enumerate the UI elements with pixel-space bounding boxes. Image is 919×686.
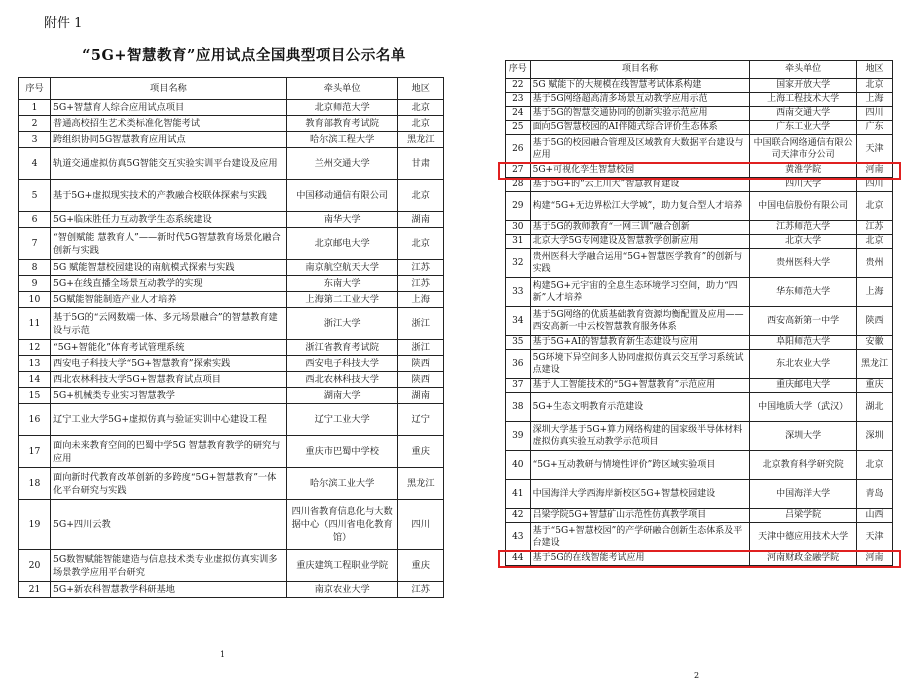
cell-no: 28 bbox=[506, 178, 531, 192]
cell-lead-unit: 北京教育科学研究院 bbox=[750, 451, 857, 480]
cell-no: 39 bbox=[506, 422, 531, 451]
cell-lead-unit: 浙江大学 bbox=[286, 308, 398, 340]
cell-region: 湖南 bbox=[398, 212, 444, 228]
cell-lead-unit: 南京航空航天大学 bbox=[286, 260, 398, 276]
cell-lead-unit: 上海第二工业大学 bbox=[286, 292, 398, 308]
cell-project-name: 面向5G智慧校园的AI伴随式综合评价生态体系 bbox=[530, 121, 750, 135]
cell-lead-unit: 南华大学 bbox=[286, 212, 398, 228]
cell-project-name: 5G赋能智能制造产业人才培养 bbox=[51, 292, 287, 308]
cell-lead-unit: 四川大学 bbox=[750, 178, 857, 192]
table-row bbox=[19, 276, 444, 292]
cell-region: 贵州 bbox=[857, 249, 893, 278]
document-title: “5G+智慧教育”应用试点全国典型项目公示名单 bbox=[82, 47, 406, 64]
cell-no: 16 bbox=[19, 404, 51, 436]
cell-no: 4 bbox=[19, 148, 51, 180]
cell-lead-unit: 深圳大学 bbox=[750, 422, 857, 451]
table-row bbox=[506, 393, 893, 422]
cell-project-name: 5G+机械类专业实习智慧教学 bbox=[51, 388, 287, 404]
cell-project-name: 5G+在线直播全场景互动教学的实现 bbox=[51, 276, 287, 292]
cell-project-name: 5G 赋能智慧校园建设的南航模式探索与实践 bbox=[51, 260, 287, 276]
cell-region: 山西 bbox=[857, 509, 893, 523]
cell-project-name: 基于5G的在线智能考试应用 bbox=[530, 552, 750, 566]
cell-region: 深圳 bbox=[857, 422, 893, 451]
cell-no: 15 bbox=[19, 388, 51, 404]
table-row bbox=[19, 292, 444, 308]
table-row bbox=[19, 500, 444, 550]
cell-lead-unit: 贵州医科大学 bbox=[750, 249, 857, 278]
header-name: 项目名称 bbox=[530, 61, 750, 79]
cell-lead-unit: 阜阳师范大学 bbox=[750, 336, 857, 350]
cell-no: 30 bbox=[506, 221, 531, 235]
highlight-box-row-44 bbox=[498, 550, 901, 568]
cell-no: 40 bbox=[506, 451, 531, 480]
cell-no: 13 bbox=[19, 356, 51, 372]
cell-project-name: 基于5G网络的优质基础教育资源均衡配置及应用——西安高新一中云校智慧教育服务体系 bbox=[530, 307, 750, 336]
header-name: 项目名称 bbox=[51, 78, 287, 100]
table-row bbox=[506, 307, 893, 336]
cell-no: 20 bbox=[19, 550, 51, 582]
cell-region: 湖南 bbox=[398, 388, 444, 404]
cell-region: 河南 bbox=[857, 164, 893, 178]
cell-lead-unit: 东北农业大学 bbox=[750, 350, 857, 379]
cell-lead-unit: 哈尔滨工程大学 bbox=[286, 132, 398, 148]
cell-region: 北京 bbox=[398, 228, 444, 260]
cell-project-name: 基于5G的校园融合管理及区域教育大数据平台建设与应用 bbox=[530, 135, 750, 164]
table-row bbox=[506, 135, 893, 164]
cell-project-name: 面向新时代教育改革创新的多跨度“5G+智慧教育”一体化平台研究与实践 bbox=[51, 468, 287, 500]
cell-region: 北京 bbox=[398, 100, 444, 116]
cell-no: 2 bbox=[19, 116, 51, 132]
cell-no: 8 bbox=[19, 260, 51, 276]
cell-no: 3 bbox=[19, 132, 51, 148]
table-row bbox=[506, 178, 893, 192]
cell-no: 26 bbox=[506, 135, 531, 164]
cell-lead-unit: 中国地质大学（武汉） bbox=[750, 393, 857, 422]
cell-project-name: 5G 赋能下的大规模在线智慧考试体系构建 bbox=[530, 79, 750, 93]
cell-lead-unit: 中国联合网络通信有限公司天津市分公司 bbox=[750, 135, 857, 164]
table-row bbox=[19, 132, 444, 148]
cell-lead-unit: 广东工业大学 bbox=[750, 121, 857, 135]
cell-no: 35 bbox=[506, 336, 531, 350]
cell-region: 浙江 bbox=[398, 340, 444, 356]
cell-no: 38 bbox=[506, 393, 531, 422]
cell-lead-unit: 湖南大学 bbox=[286, 388, 398, 404]
table-row bbox=[19, 340, 444, 356]
cell-lead-unit: 北京邮电大学 bbox=[286, 228, 398, 260]
attachment-label: 附件 1 bbox=[44, 16, 83, 31]
cell-project-name: 5G数智赋能智能建造与信息技术类专业虚拟仿真实训多场景教学应用平台研究 bbox=[51, 550, 287, 582]
table-row bbox=[506, 350, 893, 379]
table-header-row bbox=[19, 78, 444, 100]
cell-region: 江苏 bbox=[398, 582, 444, 598]
cell-project-name: 构建“5G+无边界松江大学城”，助力复合型人才培养 bbox=[530, 192, 750, 221]
table-row bbox=[506, 451, 893, 480]
table-row bbox=[19, 404, 444, 436]
cell-region: 四川 bbox=[857, 107, 893, 121]
cell-lead-unit: 南京农业大学 bbox=[286, 582, 398, 598]
table-row bbox=[506, 278, 893, 307]
cell-lead-unit: 北京师范大学 bbox=[286, 100, 398, 116]
table-row bbox=[506, 79, 893, 93]
cell-no: 19 bbox=[19, 500, 51, 550]
cell-project-name: 5G+生态文明教育示范建设 bbox=[530, 393, 750, 422]
cell-region: 北京 bbox=[857, 451, 893, 480]
table-row bbox=[506, 422, 893, 451]
cell-region: 陕西 bbox=[398, 372, 444, 388]
cell-region: 天津 bbox=[857, 523, 893, 552]
cell-no: 33 bbox=[506, 278, 531, 307]
cell-region: 江苏 bbox=[857, 221, 893, 235]
cell-project-name: 构建5G+元宇宙的全息生态环境学习空间，助力“四新”人才培养 bbox=[530, 278, 750, 307]
table-row bbox=[506, 336, 893, 350]
cell-lead-unit: 黄淮学院 bbox=[750, 164, 857, 178]
cell-region: 黑龙江 bbox=[857, 350, 893, 379]
cell-region: 北京 bbox=[857, 79, 893, 93]
page-number-2: 2 bbox=[694, 671, 700, 680]
cell-region: 江苏 bbox=[398, 276, 444, 292]
cell-lead-unit: 江苏师范大学 bbox=[750, 221, 857, 235]
header-no: 序号 bbox=[506, 61, 531, 79]
project-table-page-2 bbox=[505, 60, 893, 566]
table-row bbox=[506, 379, 893, 393]
cell-lead-unit: 河南财政金融学院 bbox=[750, 552, 857, 566]
cell-project-name: 基于人工智能技术的“5G+智慧教育”示范应用 bbox=[530, 379, 750, 393]
cell-project-name: 基于“5G+智慧校园”的产学研融合创新生态体系及平台建设 bbox=[530, 523, 750, 552]
cell-no: 12 bbox=[19, 340, 51, 356]
cell-project-name: 辽宁工业大学5G+虚拟仿真与验证实训中心建设工程 bbox=[51, 404, 287, 436]
table-row bbox=[506, 121, 893, 135]
cell-lead-unit: 中国移动通信有限公司 bbox=[286, 180, 398, 212]
cell-lead-unit: 四川省教育信息化与大数据中心（四川省电化教育馆） bbox=[286, 500, 398, 550]
cell-region: 北京 bbox=[398, 116, 444, 132]
table-row bbox=[506, 249, 893, 278]
table-row bbox=[19, 260, 444, 276]
cell-region: 上海 bbox=[857, 93, 893, 107]
cell-project-name: 基于5G的教师教育“一网三训”融合创新 bbox=[530, 221, 750, 235]
header-no: 序号 bbox=[19, 78, 51, 100]
table-row bbox=[506, 235, 893, 249]
cell-project-name: 贵州医科大学融合运用“5G+智慧医学教育”的创新与实践 bbox=[530, 249, 750, 278]
table-header-row bbox=[506, 61, 893, 79]
table-row bbox=[19, 468, 444, 500]
table-row bbox=[506, 221, 893, 235]
cell-project-name: 5G+智慧育人综合应用试点项目 bbox=[51, 100, 287, 116]
cell-project-name: 5G+新农科智慧教学科研基地 bbox=[51, 582, 287, 598]
cell-region: 四川 bbox=[857, 178, 893, 192]
table-row bbox=[19, 308, 444, 340]
cell-project-name: 吕梁学院5G+智慧矿山示范性仿真教学项目 bbox=[530, 509, 750, 523]
table-row bbox=[506, 93, 893, 107]
cell-project-name: 5G+四川云教 bbox=[51, 500, 287, 550]
table-row bbox=[19, 100, 444, 116]
cell-region: 北京 bbox=[857, 235, 893, 249]
cell-region: 安徽 bbox=[857, 336, 893, 350]
cell-region: 重庆 bbox=[857, 379, 893, 393]
cell-lead-unit: 西安高新第一中学 bbox=[750, 307, 857, 336]
cell-no: 24 bbox=[506, 107, 531, 121]
cell-project-name: 5G+可视化孪生智慧校园 bbox=[530, 164, 750, 178]
cell-no: 10 bbox=[19, 292, 51, 308]
cell-lead-unit: 华东师范大学 bbox=[750, 278, 857, 307]
cell-region: 河南 bbox=[857, 552, 893, 566]
table-row bbox=[506, 107, 893, 121]
cell-no: 29 bbox=[506, 192, 531, 221]
cell-project-name: 普通高校招生艺术类标准化智能考试 bbox=[51, 116, 287, 132]
cell-project-name: “智创赋能 慧教育人”——新时代5G智慧教育场景化融合创新与实践 bbox=[51, 228, 287, 260]
cell-no: 21 bbox=[19, 582, 51, 598]
cell-lead-unit: 浙江省教育考试院 bbox=[286, 340, 398, 356]
cell-no: 27 bbox=[506, 164, 531, 178]
cell-project-name: 跨组织协同5G智慧教育应用试点 bbox=[51, 132, 287, 148]
cell-project-name: 5G+临床胜任力互动教学生态系统建设 bbox=[51, 212, 287, 228]
cell-project-name: 北京大学5G专网建设及智慧教学创新应用 bbox=[530, 235, 750, 249]
cell-region: 重庆 bbox=[398, 550, 444, 582]
highlight-box-row-27 bbox=[498, 162, 901, 180]
project-table-page-1 bbox=[18, 77, 444, 598]
cell-region: 湖北 bbox=[857, 393, 893, 422]
cell-region: 北京 bbox=[857, 192, 893, 221]
cell-region: 北京 bbox=[398, 180, 444, 212]
cell-project-name: 5G环境下异空间多人协同虚拟仿真云交互学习系统试点建设 bbox=[530, 350, 750, 379]
table-row bbox=[19, 228, 444, 260]
cell-region: 陕西 bbox=[857, 307, 893, 336]
cell-no: 7 bbox=[19, 228, 51, 260]
table-row bbox=[506, 192, 893, 221]
cell-no: 41 bbox=[506, 480, 531, 509]
cell-lead-unit: 重庆市巴蜀中学校 bbox=[286, 436, 398, 468]
cell-region: 黑龙江 bbox=[398, 468, 444, 500]
cell-project-name: 基于5G的“云网数端一体、多元场景融合”的智慧教育建设与示范 bbox=[51, 308, 287, 340]
cell-no: 32 bbox=[506, 249, 531, 278]
cell-region: 四川 bbox=[398, 500, 444, 550]
cell-no: 9 bbox=[19, 276, 51, 292]
cell-project-name: 基于5G的智慧交通协同的创新实验示范应用 bbox=[530, 107, 750, 121]
cell-no: 31 bbox=[506, 235, 531, 249]
cell-lead-unit: 东南大学 bbox=[286, 276, 398, 292]
cell-project-name: 西北农林科技大学5G+智慧教育试点项目 bbox=[51, 372, 287, 388]
table-row bbox=[19, 436, 444, 468]
table-row bbox=[19, 550, 444, 582]
cell-project-name: 轨道交通虚拟仿真5G智能交互实验实训平台建设及应用 bbox=[51, 148, 287, 180]
cell-no: 17 bbox=[19, 436, 51, 468]
cell-lead-unit: 西南交通大学 bbox=[750, 107, 857, 121]
page-number-1: 1 bbox=[220, 650, 226, 659]
cell-no: 36 bbox=[506, 350, 531, 379]
cell-project-name: 基于5G+AI的智慧教育新生态建设与应用 bbox=[530, 336, 750, 350]
cell-lead-unit: 中国电信股份有限公司 bbox=[750, 192, 857, 221]
header-region: 地区 bbox=[857, 61, 893, 79]
table-row bbox=[19, 356, 444, 372]
cell-lead-unit: 教育部教育考试院 bbox=[286, 116, 398, 132]
cell-no: 44 bbox=[506, 552, 531, 566]
cell-lead-unit: 国家开放大学 bbox=[750, 79, 857, 93]
table-row bbox=[506, 523, 893, 552]
cell-region: 甘肃 bbox=[398, 148, 444, 180]
cell-no: 5 bbox=[19, 180, 51, 212]
cell-project-name: “5G+智能化”体育考试管理系统 bbox=[51, 340, 287, 356]
cell-region: 重庆 bbox=[398, 436, 444, 468]
cell-lead-unit: 天津中德应用技术大学 bbox=[750, 523, 857, 552]
cell-region: 黑龙江 bbox=[398, 132, 444, 148]
table-row bbox=[19, 148, 444, 180]
cell-region: 浙江 bbox=[398, 308, 444, 340]
cell-lead-unit: 中国海洋大学 bbox=[750, 480, 857, 509]
table-row bbox=[506, 480, 893, 509]
cell-no: 6 bbox=[19, 212, 51, 228]
cell-no: 34 bbox=[506, 307, 531, 336]
cell-no: 37 bbox=[506, 379, 531, 393]
cell-no: 43 bbox=[506, 523, 531, 552]
cell-no: 42 bbox=[506, 509, 531, 523]
table-row bbox=[19, 212, 444, 228]
table-row bbox=[19, 180, 444, 212]
cell-no: 25 bbox=[506, 121, 531, 135]
table-row bbox=[19, 388, 444, 404]
cell-project-name: 基于5G+虚拟现实技术的产教融合校联体探索与实践 bbox=[51, 180, 287, 212]
cell-project-name: 深圳大学基于5G+算力网络构建的国家级半导体材料虚拟仿真实验互动教学示范项目 bbox=[530, 422, 750, 451]
cell-lead-unit: 北京大学 bbox=[750, 235, 857, 249]
table-row bbox=[506, 509, 893, 523]
header-unit: 牵头单位 bbox=[286, 78, 398, 100]
cell-lead-unit: 重庆建筑工程职业学院 bbox=[286, 550, 398, 582]
cell-no: 1 bbox=[19, 100, 51, 116]
cell-lead-unit: 兰州交通大学 bbox=[286, 148, 398, 180]
table-row bbox=[19, 116, 444, 132]
cell-project-name: 面向未来教育空间的巴蜀中学5G 智慧教育教学的研究与应用 bbox=[51, 436, 287, 468]
cell-no: 11 bbox=[19, 308, 51, 340]
cell-project-name: “5G+互动教研与情境性评价”跨区域实验项目 bbox=[530, 451, 750, 480]
cell-project-name: 基于5G+的“云上川大”智慧教育建设 bbox=[530, 178, 750, 192]
header-unit: 牵头单位 bbox=[750, 61, 857, 79]
cell-lead-unit: 辽宁工业大学 bbox=[286, 404, 398, 436]
cell-lead-unit: 重庆邮电大学 bbox=[750, 379, 857, 393]
cell-lead-unit: 上海工程技术大学 bbox=[750, 93, 857, 107]
cell-region: 江苏 bbox=[398, 260, 444, 276]
cell-region: 陕西 bbox=[398, 356, 444, 372]
cell-no: 14 bbox=[19, 372, 51, 388]
cell-project-name: 中国海洋大学西海岸新校区5G+智慧校园建设 bbox=[530, 480, 750, 509]
cell-no: 22 bbox=[506, 79, 531, 93]
cell-project-name: 西安电子科技大学“5G+智慧教育”探索实践 bbox=[51, 356, 287, 372]
cell-no: 18 bbox=[19, 468, 51, 500]
cell-region: 青岛 bbox=[857, 480, 893, 509]
table-row bbox=[19, 372, 444, 388]
cell-region: 辽宁 bbox=[398, 404, 444, 436]
cell-region: 广东 bbox=[857, 121, 893, 135]
cell-lead-unit: 西安电子科技大学 bbox=[286, 356, 398, 372]
cell-no: 23 bbox=[506, 93, 531, 107]
cell-lead-unit: 吕梁学院 bbox=[750, 509, 857, 523]
cell-project-name: 基于5G网络超高清多场景互动教学应用示范 bbox=[530, 93, 750, 107]
cell-region: 上海 bbox=[857, 278, 893, 307]
header-region: 地区 bbox=[398, 78, 444, 100]
cell-region: 上海 bbox=[398, 292, 444, 308]
cell-lead-unit: 哈尔滨工业大学 bbox=[286, 468, 398, 500]
table-row bbox=[19, 582, 444, 598]
cell-region: 天津 bbox=[857, 135, 893, 164]
cell-lead-unit: 西北农林科技大学 bbox=[286, 372, 398, 388]
